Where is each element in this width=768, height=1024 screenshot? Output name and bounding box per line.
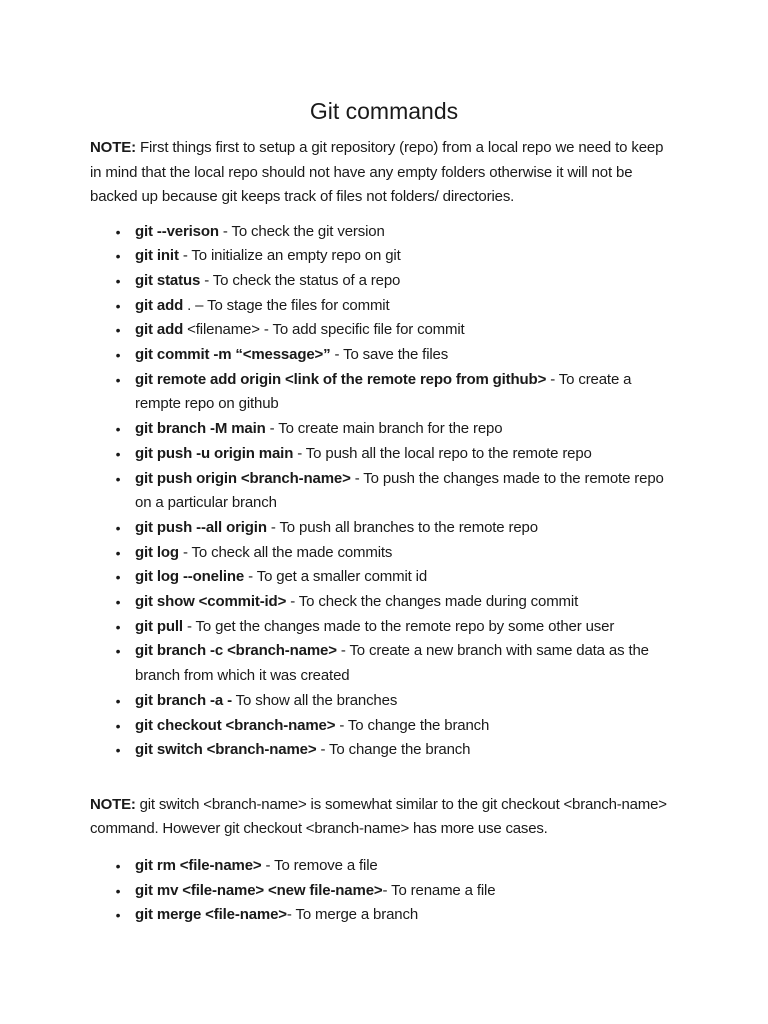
note-label: NOTE: bbox=[90, 139, 136, 156]
bullet-icon: • bbox=[115, 692, 121, 709]
list-item bbox=[90, 442, 678, 467]
bullet-icon: • bbox=[115, 742, 121, 759]
command-name: git remote add origin <link of the remote repo from github> bbox=[135, 370, 547, 388]
command-description: . – To stage the files for commit bbox=[183, 296, 390, 314]
list-item bbox=[90, 417, 678, 442]
bullet-icon: • bbox=[115, 857, 121, 874]
command-description: <filename> - To add specific file for commit bbox=[183, 321, 465, 339]
list-item bbox=[90, 467, 678, 516]
command-name: git branch -a - bbox=[135, 691, 232, 709]
command-name: git branch -M main bbox=[135, 420, 266, 438]
command-description: - To check all the made commits bbox=[178, 543, 393, 561]
list-item bbox=[90, 903, 678, 928]
command-name: git init bbox=[135, 247, 179, 265]
command-description: - To change the branch bbox=[316, 741, 471, 759]
command-name: git commit -m “<message>” bbox=[135, 346, 331, 364]
command-description: - To push all branches to the remote repo bbox=[266, 518, 538, 536]
command-description: - To create a new branch with same data as the branch from which it was created bbox=[135, 642, 649, 685]
command-name: git log bbox=[135, 543, 179, 561]
command-description: - To merge a branch bbox=[286, 906, 419, 924]
bullet-icon: • bbox=[115, 717, 121, 734]
list-item bbox=[90, 714, 678, 739]
command-name: git add bbox=[135, 321, 184, 339]
bullet-icon: • bbox=[115, 322, 121, 339]
bullet-icon: • bbox=[115, 371, 121, 388]
bullet-icon: • bbox=[115, 297, 121, 314]
note-label: NOTE: bbox=[90, 795, 136, 813]
command-name: git switch <branch-name> bbox=[135, 741, 317, 759]
command-name: git log --oneline bbox=[135, 568, 245, 586]
bullet-icon: • bbox=[115, 544, 121, 561]
command-name: git status bbox=[135, 271, 201, 289]
list-item bbox=[90, 565, 678, 590]
list-item bbox=[90, 541, 678, 566]
command-description: - To initialize an empty repo on git bbox=[178, 247, 401, 265]
bullet-icon: • bbox=[115, 618, 121, 635]
list-item bbox=[90, 368, 678, 417]
list-item bbox=[90, 689, 678, 714]
list-item bbox=[90, 244, 678, 269]
bullet-icon: • bbox=[115, 569, 121, 586]
bullet-icon: • bbox=[115, 519, 121, 536]
list-item bbox=[90, 590, 678, 615]
bullet-icon: • bbox=[115, 445, 121, 462]
command-name: git pull bbox=[135, 617, 183, 635]
bullet-icon: • bbox=[115, 421, 121, 438]
list-item bbox=[90, 516, 678, 541]
bullet-icon: • bbox=[115, 272, 121, 289]
command-name: git checkout <branch-name> bbox=[135, 716, 336, 734]
list-item bbox=[90, 615, 678, 640]
bullet-icon: • bbox=[115, 347, 121, 364]
list-item bbox=[90, 220, 678, 245]
list-item bbox=[90, 294, 678, 319]
command-name: git push --all origin bbox=[135, 518, 267, 536]
list-item bbox=[90, 318, 678, 343]
list-item bbox=[90, 269, 678, 294]
command-description: - To rename a file bbox=[382, 881, 496, 899]
bullet-icon: • bbox=[115, 882, 121, 899]
command-description: - To save the files bbox=[330, 346, 449, 364]
bullet-icon: • bbox=[115, 248, 121, 265]
command-name: git --verison bbox=[135, 222, 219, 240]
list-item bbox=[90, 639, 678, 688]
page-title: Git commands bbox=[309, 98, 459, 124]
bullet-icon: • bbox=[115, 470, 121, 487]
command-list bbox=[90, 220, 678, 763]
command-name: git push -u origin main bbox=[135, 444, 294, 462]
command-description: - To check the status of a repo bbox=[200, 271, 401, 289]
command-name: git show <commit-id> bbox=[135, 593, 287, 611]
command-name: git mv <file-name> <new file-name> bbox=[135, 881, 383, 899]
bullet-icon: • bbox=[115, 643, 121, 660]
note-paragraph-2 bbox=[90, 793, 678, 842]
command-description: - To push all the local repo to the remote repo bbox=[293, 444, 592, 462]
command-description: - To create a rempte repo on github bbox=[135, 370, 632, 413]
command-name: git add bbox=[135, 296, 184, 314]
command-list-2 bbox=[90, 854, 678, 928]
command-description: To show all the branches bbox=[231, 691, 398, 709]
list-item bbox=[90, 854, 678, 879]
command-description: - To get the changes made to the remote repo by some other user bbox=[182, 617, 615, 635]
list-item bbox=[90, 343, 678, 368]
command-description: - To create main branch for the repo bbox=[265, 420, 503, 438]
command-description: - To remove a file bbox=[261, 856, 378, 874]
command-name: git merge <file-name> bbox=[135, 906, 287, 924]
command-description: - To check the changes made during commit bbox=[286, 593, 579, 611]
note-text: git switch <branch-name> is somewhat similar to the git checkout <branch-name> command. However git checkout <branch-name> has more use cases. bbox=[90, 795, 667, 838]
list-item bbox=[90, 879, 678, 904]
command-name: git push origin <branch-name> bbox=[135, 469, 351, 487]
command-description: - To change the branch bbox=[335, 716, 490, 734]
list-item bbox=[90, 738, 678, 763]
note-text: First things first to setup a git repository (repo) from a local repo we need to keep in mind that the local repo should not have any empty folders otherwise it will not be backed up because git keeps track of files not folders/ directories. bbox=[90, 139, 664, 205]
command-name: git rm <file-name> bbox=[135, 856, 262, 874]
note-paragraph bbox=[90, 136, 678, 210]
command-description: - To check the git version bbox=[218, 222, 385, 240]
command-description: - To get a smaller commit id bbox=[244, 568, 428, 586]
bullet-icon: • bbox=[115, 907, 121, 924]
bullet-icon: • bbox=[115, 223, 121, 240]
command-description: - To push the changes made to the remote repo on a particular branch bbox=[135, 469, 664, 512]
command-name: git branch -c <branch-name> bbox=[135, 642, 337, 660]
bullet-icon: • bbox=[115, 594, 121, 611]
